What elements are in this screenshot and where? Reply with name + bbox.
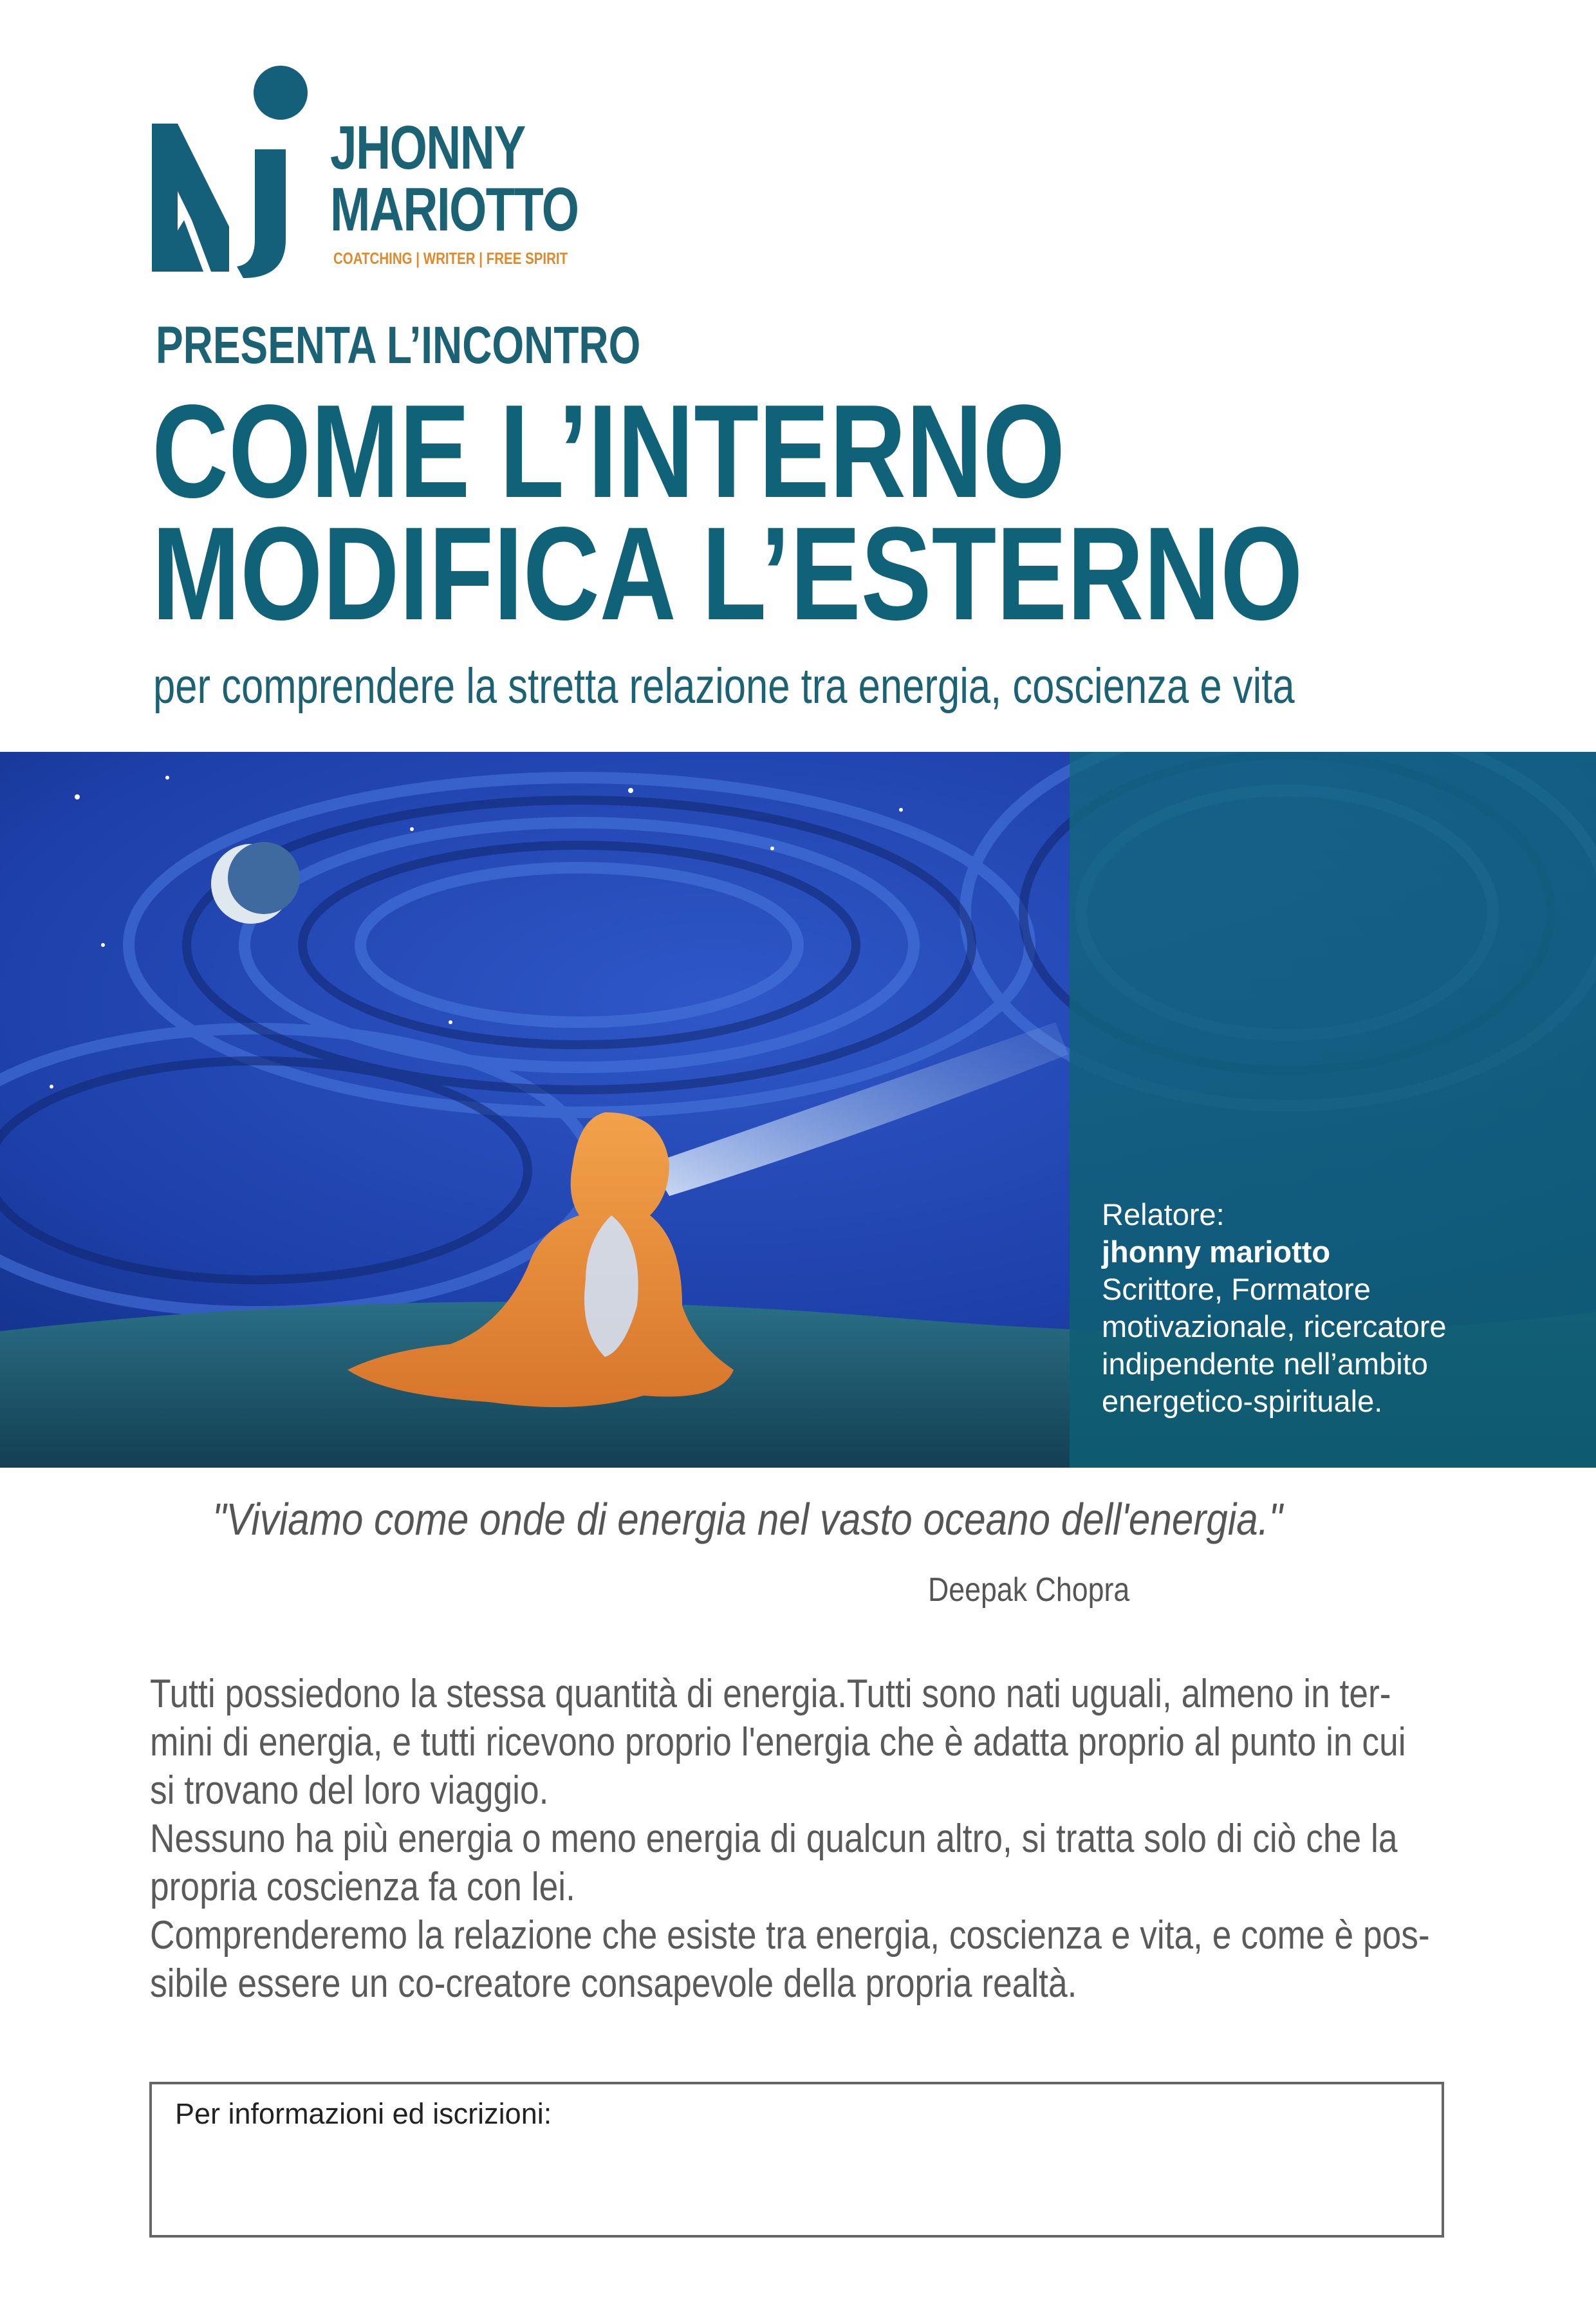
event-title xyxy=(152,377,1303,648)
speaker-desc-line: indipendente nell’ambito xyxy=(1102,1347,1428,1381)
description-line: sibile essere un co-creatore consapevole della propria realtà. xyxy=(150,1961,1077,2006)
speaker-desc-line: motivazionale, ricercatore xyxy=(1102,1309,1447,1343)
event-title-line2: MODIFICA L’ESTERNO xyxy=(152,500,1303,648)
brand-name xyxy=(330,113,579,244)
description-line: Tutti possiedono la stessa quantità di energia.Tutti sono nati uguali, almeno in ter- xyxy=(150,1672,1391,1716)
speaker-info xyxy=(1102,1196,1447,1420)
speaker-desc-line: Scrittore, Formatore xyxy=(1102,1272,1371,1306)
jm-monogram-icon xyxy=(147,59,333,278)
info-box xyxy=(149,2082,1444,2238)
brand-name-line2: MARIOTTO xyxy=(330,175,579,244)
speaker-label: Relatore: xyxy=(1102,1197,1225,1231)
event-title-line1: COME L’INTERNO xyxy=(152,377,1066,525)
description-line: Comprenderemo la relazione che esiste tra energia, coscienza e vita, e come è pos- xyxy=(150,1913,1430,1958)
brand-name-line1: JHONNY xyxy=(330,113,525,182)
info-label: Per informazioni ed iscrizioni: xyxy=(175,2097,552,2130)
quote-text: "Viviamo come onde di energia nel vasto oceano dell'energia." xyxy=(212,1494,1283,1544)
quote-author: Deepak Chopra xyxy=(928,1571,1130,1609)
brand-tagline: COATCHING | WRITER | FREE SPIRIT xyxy=(333,250,568,268)
description-line: mini di energia, e tutti ricevono proprio l'energia che è adatta proprio al punto in cui xyxy=(150,1720,1406,1764)
description-text xyxy=(150,1670,1430,2008)
presenta-heading: PRESENTA L’INCONTRO xyxy=(156,316,641,375)
description-line: propria coscienza fa con lei. xyxy=(150,1865,575,1909)
speaker-name: jhonny mariotto xyxy=(1102,1235,1331,1269)
description-line: Nessuno ha più energia o meno energia di qualcun altro, si tratta solo di ciò che la xyxy=(150,1817,1398,1861)
description-line: si trovano del loro viaggio. xyxy=(150,1768,549,1813)
brand-logo xyxy=(147,59,584,278)
event-subtitle: per comprendere la stretta relazione tra energia, coscienza e vita xyxy=(153,659,1295,714)
speaker-desc-line: energetico-spirituale. xyxy=(1102,1384,1383,1418)
